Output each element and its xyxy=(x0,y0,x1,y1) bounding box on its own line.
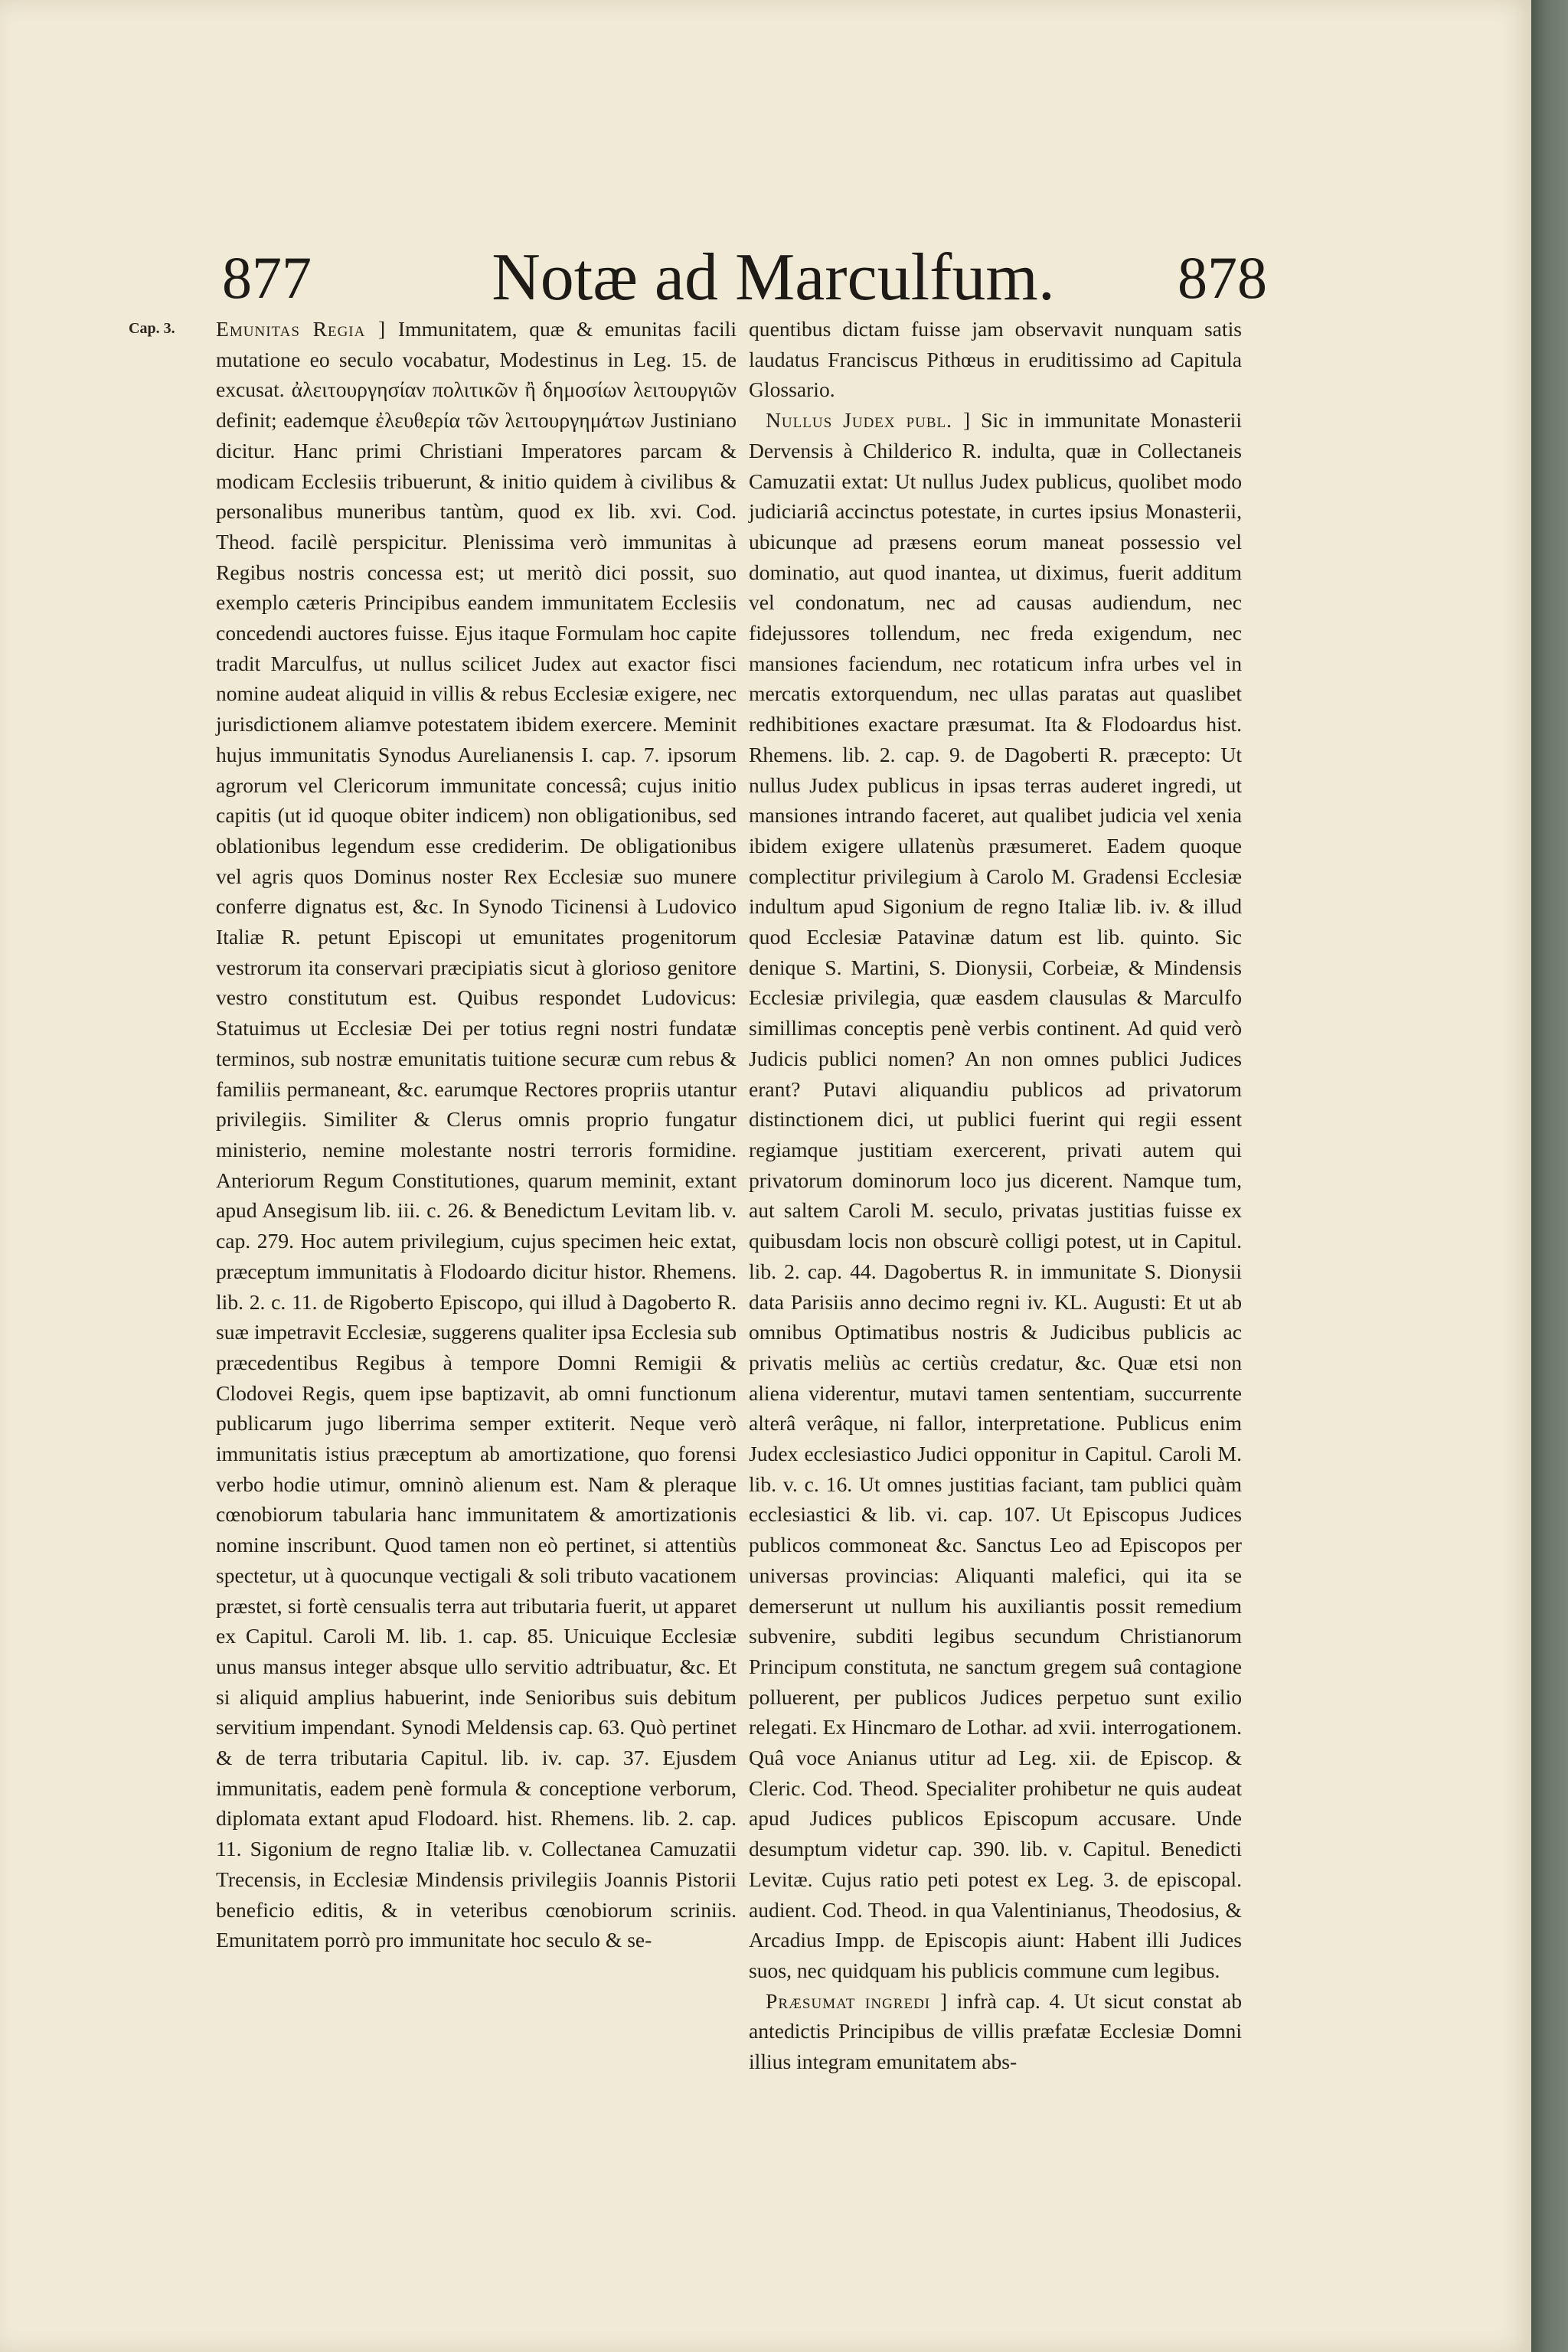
running-head-title: Notæ ad Marculfum. xyxy=(492,240,1055,315)
note-text: quentibus dictam fuisse jam observavit nunquam satis laudatus Franciscus Pithœus in eruditissimo ad Capitula Glossario. xyxy=(749,317,1242,402)
note-text: Immunitatem, quæ & emunitas facili mutatione eo seculo vocabatur, Modestinus in Leg. 15. de excusat. ἀλειτουργησίαν πολιτικῶν ἢ δημοσίων λειτουργιῶν definit; eademque ἐλευθερία τῶν λειτουργημάτων Justiniano dicitur. Hanc primi Christiani Imperatores parcam & modicam Ecclesiis tribuerunt, & initio quidem à civilibus & personalibus muneribus tantùm, quod ex lib. xvi. Cod. Theod. facilè perspicitur. Plenissima verò immunitas à Regibus nostris concessa est; ut meritò dici possit, suo exemplo cæteris Principibus eandem immunitatem Ecclesiis concedendi auctores fuisse. Ejus itaque Formulam hoc capite tradit Marculfus, ut nullus scilicet Judex aut exactor fisci nomine audeat aliquid in villis & rebus Ecclesiæ exigere, nec jurisdictionem aliamve potestatem ibidem exercere. Meminit hujus immunitatis Synodus Aurelianensis I. cap. 7. ipsorum agrorum vel Clericorum immunitate concessâ; cujus initio capitis (ut id quoque obiter indicem) non obligationibus, sed oblationibus legendum esse crediderim. De obligationibus vel agris quos Dominus noster Rex Ecclesiæ suo munere conferre dignatus est, &c. In Synodo Ticinensi à Ludovico Italiæ R. petunt Episcopi ut emunitates progenitorum vestrorum ita conservari præcipiatis sicut à glorioso genitore vestro constitutum est. Quibus respondet Ludovicus: Statuimus ut Ecclesiæ Dei per totius regni nostri fundatæ terminos, sub nostræ emunitatis tuitione securæ cum rebus & familiis permaneant, &c. earumque Rectores propriis utantur privilegiis. Similiter & Clerus omnis proprio fungatur ministerio, nemine molestante nostri terroris formidine. Anteriorum Regum Constitutiones, quarum meminit, extant apud Ansegisum lib. iii. c. 26. & Benedictum Levitam lib. v. cap. 279. Hoc autem privilegium, cujus specimen heic extat, præceptum immunitatis à Flodoardo dicitur histor. Rhemens. lib. 2. c. 11. de Rigoberto Episcopo, qui illud à Dagoberto R. suæ impetravit Ecclesiæ, suggerens qualiter ipsa Ecclesia sub præcedentibus Regibus à tempore Domni Remigii & Clodovei Regis, quem ipse baptizavit, ab omni functionum publicarum jugo liberrima semper extiterit. Neque verò immunitatis istius præceptum ab amortizatione, quo forensi verbo hodie utimur, omninò alienum est. Nam & pleraque cœnobiorum tabularia hanc immunitatem & amortizationis nomine inscribunt. Quod tamen non eò pertinet, si attentiùs spectetur, ut à quocunque vectigali & soli tributo vacationem præstet, si fortè censualis terra aut tributaria fuerit, ut apparet ex Capitul. Caroli M. lib. 1. cap. 85. Unicuique Ecclesiæ unus mansus integer absque ullo servitio adtribuatur, &c. Et si aliquid amplius habuerint, inde Senioribus suis debitum servitium impendant. Synodi Meldensis cap. 63. Quò pertinet & de terra tributaria Capitul. lib. iv. cap. 37. Ejusdem immunitatis, eadem penè formula & conceptione verborum, diplomata extant apud Flodoard. hist. Rhemens. lib. 2. cap. 11. Sigonium de regno Italiæ lib. v. Collectanea Camuzatii Trecensis, in Ecclesiæ Mindensis privilegiis Joannis Pistorii beneficio editis, & in veteribus cœnobiorum scriniis. Emunitatem porrò pro immunitate hoc seculo & se- xyxy=(216,317,737,1952)
lemma: Præsumat ingredi ] xyxy=(766,1988,949,2013)
note-paragraph xyxy=(216,314,737,1955)
page-number-right: 878 xyxy=(1178,244,1267,311)
lemma: Emunitas Regia ] xyxy=(216,317,387,341)
note-paragraph xyxy=(749,314,1242,405)
note-text: infrà cap. 4. Ut sicut constat ab antedictis Principibus de villis præfatæ Ecclesiæ Domni illius integram emunitatem abs- xyxy=(749,1988,1242,2074)
note-text: Sic in immunitate Monasterii Dervensis à Childerico R. indulta, quæ in Collectaneis Camuzatii extat: Ut nullus Judex publicus, quolibet modo judiciariâ accinctus potestate, in curtes ipsius Monasterii, ubicunque ad præsens eorum maneat possessio vel dominatio, aut quod inantea, ut diximus, fuerit additum vel condonatum, nec ad causas audiendum, nec fidejussores tollendum, nec freda exigendum, nec mansiones faciendum, nec rotaticum infra urbes vel in mercatis extorquendum, nec ullas paratas aut quaslibet redhibitiones exactare præsumat. Ita & Flodoardus hist. Rhemens. lib. 2. cap. 9. de Dagoberti R. præcepto: Ut nullus Judex publicus in ipsas terras auderet ingredi, ut mansiones intrando faceret, aut qualibet judicia vel xenia ibidem exigere ullatenùs præsumeret. Eadem quoque complectitur privilegium à Carolo M. Gradensi Ecclesiæ indultum apud Sigonium de regno Italiæ lib. iv. & illud quod Ecclesiæ Patavinæ datum est lib. quinto. Sic denique S. Martini, S. Dionysii, Corbeiæ, & Mindensis Ecclesiæ privilegia, quæ easdem clausulas & Marculfo simillimas conceptis penè verbis continent. Ad quid verò Judicis publici nomen? An non omnes publici Judices erant? Putavi aliquandiu publicos ad privatorum distinctionem dici, ut publici fuerint qui regii essent regiamque justitiam exercerent, privati autem qui privatorum dominorum loco jus dicerent. Namque tum, aut saltem Caroli M. seculo, privatas justitias fuisse ex quibusdam locis non obscurè colligi potest, ut in Capitul. lib. 2. cap. 44. Dagobertus R. in immunitate S. Dionysii data Parisiis anno decimo regni iv. KL. Augusti: Et ut ab omnibus Optimatibus nostris & Judicibus publicis ac privatis meliùs ac certiùs credatur, &c. Quæ etsi non aliena viderentur, mutavi tamen sententiam, succurrente alterâ verâque, ni fallor, interpretatione. Publicus enim Judex ecclesiastico Judici opponitur in Capitul. Caroli M. lib. v. c. 16. Ut omnes justitias faciant, tam publici quàm ecclesiastici & lib. vi. cap. 107. Ut Episcopus Judices publicos commoneat &c. Sanctus Leo ad Episcopos per universas provincias: Aliquanti malefici, qui ita se demerserunt ut nullum his auxiliantis possit remedium subvenire, subditi legibus secundum Christianorum Principum constituta, ne sanctum gregem suâ contagione polluerent, per publicos Judices perpetuo sunt exilio relegati. Ex Hincmaro de Lothar. ad xvii. interrogationem. Quâ voce Anianus utitur ad Leg. xii. de Episcop. & Cleric. Cod. Theod. Specialiter prohibetur ne quis audeat apud Judices publicos Episcopum accusare. Unde desumptum videtur cap. 390. lib. v. Capitul. Benedicti Levitæ. Cujus ratio peti potest ex Leg. 3. de episcopal. audient. Cod. Theod. in qua Valentinianus, Theodosius, & Arcadius Impp. de Episcopis aiunt: Habent illi Judices suos, nec quidquam his publicis commune cum legibus. xyxy=(749,408,1242,1982)
lemma: Nullus Judex publ. ] xyxy=(766,408,972,433)
note-paragraph xyxy=(749,405,1242,1986)
page-number-left: 877 xyxy=(222,244,312,311)
left-text-column xyxy=(216,314,737,1955)
right-text-column xyxy=(749,314,1242,2077)
margin-chapter-note: Cap. 3. xyxy=(129,320,175,337)
book-edge-background xyxy=(1531,0,1568,2352)
note-paragraph xyxy=(749,1986,1242,2077)
